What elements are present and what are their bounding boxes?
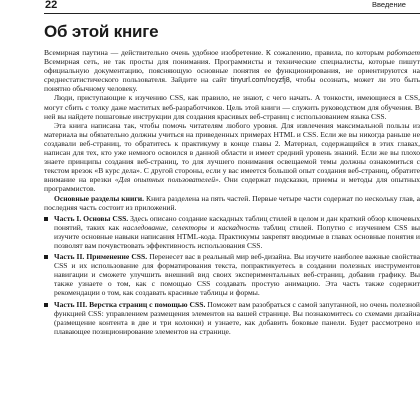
section-label: Основные разделы книги. bbox=[54, 193, 145, 203]
page-number: 22 bbox=[45, 0, 58, 11]
running-head: Введение bbox=[372, 0, 406, 9]
emphasis-text: «Для опытных пользователей» bbox=[114, 175, 219, 185]
bullet-square-icon bbox=[44, 217, 48, 221]
paragraph-intro: Всемирная паутина — действительно очень удобное изобретение. К сожалению, правила, по которым работает Всемирная сеть, не так просты для понимания. Программисты и технические специалисты, которые пишут официальную документацию, поясняющую основные понятия ее функционирования, не ориентируются на среднестатистического пользователя. Зайдите на сайт tinyurl.com/ncyzfj8, чтобы осознать, может ли это быть понятно обычному человеку. bbox=[44, 48, 420, 94]
list-item-part-1: Часть I. Основы CSS. Здесь описано создание каскадных таблиц стилей в целом и дан краткий обзор ключевых понятий, таких как наследование, селекторы и каскадность таблиц стилей. Попутно с изучением CSS вы изучите основные навыки написания HTML-кода. Практикумы закрепят вводимые в главах основные понятия и позволят вам почувствовать эффективность использования CSS. bbox=[44, 214, 420, 250]
page-header bbox=[44, 0, 420, 14]
bullet-square-icon bbox=[44, 255, 48, 259]
paragraph-purpose: Люди, приступающие к изучению CSS, как правило, не знают, с чего начать. А тонкости, имеющиеся в CSS, могут сбить с толку даже маститых веб-разработчиков. Цель этой книги — служить руководством для обучения. В ней вы найдете пошаговые инструкции для создания красивых веб-страниц с использованием языка CSS. bbox=[44, 93, 420, 121]
emphasis-text: работает bbox=[386, 48, 420, 57]
bullet-square-icon bbox=[44, 303, 48, 307]
list-item-part-3: Часть III. Верстка страниц с помощью CSS. Поможет вам разобраться с самой запутанной, но очень полезной функцией CSS: управлением размещения элементов на вашей странице. Вы познакомитесь со схемами дизайна (размещение контента в две и три колонки) и узнаете, как добавить боковые панели. Будет рассмотрено и плавающее позиционирование элементов на странице. bbox=[44, 300, 420, 336]
paragraph-sections: Основные разделы книги. Книга разделена на пять частей. Первые четыре части содержат по нескольку глав, а последняя часть состоит из приложений. bbox=[44, 193, 420, 212]
list-item-part-2: Часть II. Применение CSS. Перенесет вас в реальный мир веб-дизайна. Вы изучите наиболее важные свойства CSS и их использование для форматирования текста, попрактикуетесь в создании полезных инструментов навигации и сможете улучшить внешний вид своих экспериментальных веб-страниц, добавив графику. Вы также узнаете о том, как с помощью CSS создавать простую анимацию. Эта часть также содержит рекомендации о том, как создавать красивые таблицы и формы. bbox=[44, 252, 420, 297]
chapter-title: Об этой книге bbox=[44, 22, 159, 41]
paragraph-audience: Эта книга написана так, чтобы помочь читателям любого уровня. Для извлечения максимальной пользы из материала вы обязательно должны учиться на приведенных примерах HTML и CSS. Если же вы никогда раньше не создавали веб-страниц, то обратитесь к практикуму в конце главы 2. Материал, содержащийся в этих главах, написан для тех, кто уже немного освоился в данной области и имеет средний уровень знаний. Если же вы плохо знаете принципы создания веб-страниц, то для лучшего понимания освещаемой темы должны ознакомиться с текстом врезок «В курс дела». С другой стороны, если у вас имеется большой опыт создания веб-страниц, обратите внимание на врезки «Для опытных пользователей». Они содержат подсказки, приемы и методы для опытных программистов. bbox=[44, 120, 420, 194]
url-link[interactable]: tinyurl.com/ncyzfj8 bbox=[230, 75, 290, 85]
body-text bbox=[44, 48, 420, 336]
